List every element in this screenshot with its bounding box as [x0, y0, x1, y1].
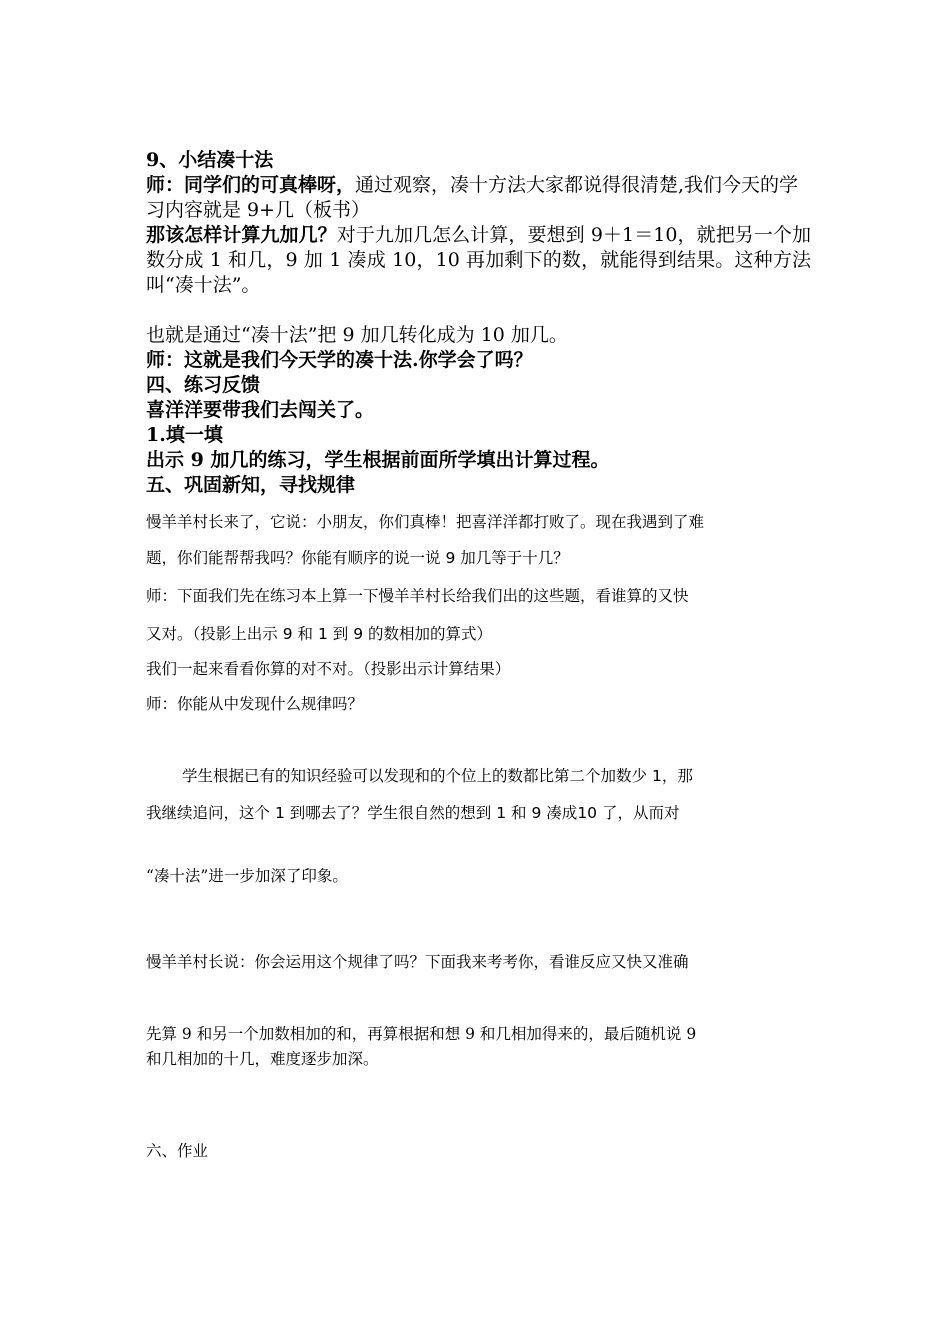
p5-number-d: 9 — [531, 804, 542, 822]
p5-line1-text-b: ，那 — [661, 767, 693, 785]
transform-line: 也就是通过“凑十法”把 9 加几转化成为 10 加几。 — [146, 324, 568, 346]
p7-line: 慢羊羊村长说：你会运用这个规律了吗？下面我来考考你，看谁反应又快又准确 — [146, 953, 689, 971]
p2-number-a: 9 — [282, 625, 293, 643]
p8-line2: 和几相加的十几，难度逐步加深。 — [146, 1050, 379, 1068]
section4-item1: 1.填一填 — [146, 424, 223, 446]
p5-line2-text-d: 凑成 — [546, 804, 578, 822]
p8-line1: 先算 9 和另一个加数相加的和，再算根据和想 9 和几相加得来的，最后随机说 9 — [146, 1025, 697, 1043]
p6-line: “凑十法”进一步加深了印象。 — [146, 867, 348, 885]
p2-line2-text-d: 的数相加的算式） — [368, 625, 493, 643]
p5-line1 — [146, 766, 811, 786]
p2-line2 — [146, 624, 811, 644]
p5-line2-text-c: 和 — [511, 804, 527, 822]
p2-line2-text-b: 和 — [297, 625, 314, 643]
p2-line2-text-c: 到 — [332, 625, 349, 643]
teacher-check-line: 师：这就是我们今天学的凑十法.你学会了吗？ — [146, 349, 533, 371]
p4-line: 师：你能从中发现什么规律吗？ — [146, 695, 364, 713]
p5-number-b: 1 — [274, 804, 285, 822]
p5-line2 — [146, 803, 811, 823]
p1-line2-text-b: 加几等于十几？ — [460, 549, 569, 567]
section4-item1-desc: 出示 9 加几的练习，学生根据前面所学填出计算过程。 — [146, 449, 610, 471]
p2-number-c: 9 — [353, 625, 364, 643]
p2-number-b: 1 — [317, 625, 328, 643]
section9-heading: 9、小结凑十法 — [146, 149, 274, 171]
p1-line2 — [146, 548, 811, 568]
p1-line2-text-a: 题，你们能帮帮我吗？你能有顺序的说一说 — [146, 549, 441, 567]
teacher-praise-bold: 师：同学们的可真棒呀， — [146, 174, 356, 196]
p5-number-a: 1 — [651, 767, 662, 785]
p1-number: 9 — [445, 549, 456, 567]
p5-line2-text-e: 了，从而对 — [601, 804, 680, 822]
question-paragraph — [146, 223, 811, 298]
p5-number-e: 10 — [577, 804, 598, 822]
question-rest: 对于九加几怎么计算，要想到 9＋1＝10，就把另一个加数分成 1 和几，9 加 1 凑成 10，10 再加剩下的数，就能得到结果。这种方法叫“凑十法”。 — [146, 224, 811, 296]
p5-line1-text-a: 学生根据已有的知识经验可以发现和的个位上的数都比第二个加数少 — [182, 767, 648, 785]
section4-intro: 喜洋洋要带我们去闯关了。 — [146, 399, 375, 421]
p5-line2-text-a: 我继续追问，这个 — [146, 804, 271, 822]
teacher-praise-paragraph — [146, 173, 811, 223]
p5-line2-text-b: 到哪去了？学生很自然的想到 — [289, 804, 492, 822]
section4-heading: 四、练习反馈 — [146, 374, 261, 396]
p2-line2-text-a: 又对。（投影上出示 — [146, 625, 278, 643]
p3-line: 我们一起来看看你算的对不对。（投影出示计算结果） — [146, 660, 511, 678]
section5-heading: 五、巩固新知，寻找规律 — [146, 474, 356, 496]
p2-line1: 师：下面我们先在练习本上算一下慢羊羊村长给我们出的这些题，看谁算的又快 — [146, 587, 689, 605]
question-bold: 那该怎样计算九加几？ — [146, 224, 337, 246]
teacher-praise-rest: 通过观察，凑十方法大家都说得很清楚,我们今天的学习内容就是 9+几（板书） — [146, 174, 799, 221]
p5-number-c: 1 — [496, 804, 507, 822]
p1-line1: 慢羊羊村长来了，它说：小朋友，你们真棒！把喜洋洋都打败了。现在我遇到了难 — [146, 513, 705, 531]
section6-heading: 六、作业 — [146, 1142, 209, 1160]
